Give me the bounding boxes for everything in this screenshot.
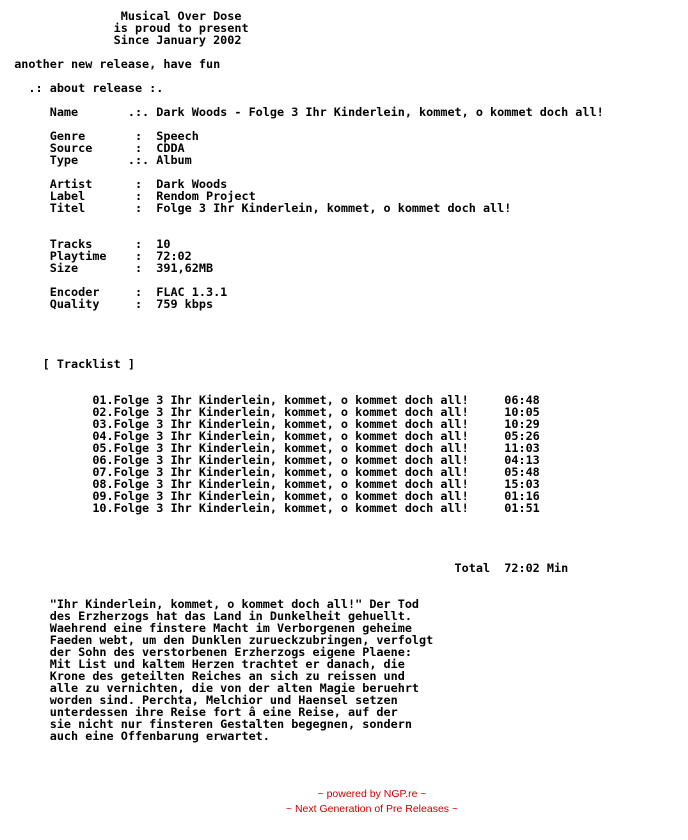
nfo-line: 10.Folge 3 Ihr Kinderlein, kommet, o kommet doch all! 01:51 [0,501,540,515]
nfo-line: 04.Folge 3 Ihr Kinderlein, kommet, o kommet doch all! 05:26 [0,429,540,443]
nfo-line: Since January 2002 [0,33,242,47]
nfo-line: worden sind. Perchta, Melchior und Haensel setzen [0,693,398,707]
nfo-line: "Ihr Kinderlein, kommet, o kommet doch all!" Der Tod [0,597,420,611]
nfo-line: Musical Over Dose [0,9,242,23]
footer-powered-by: ~ powered by NGP.re ~ [317,788,427,800]
nfo-line: alle zu vernichten, die von der alten Magie beruehrt [0,681,420,695]
nfo-line [0,574,604,586]
nfo-line: auch eine Offenbarung erwartet. [0,729,270,743]
nfo-line: Titel : Folge 3 Ihr Kinderlein, kommet, o kommet doch all! [0,201,512,215]
nfo-line: Genre : Speech [0,129,199,143]
nfo-line: [ Tracklist ] [0,357,135,371]
nfo-line: 01.Folge 3 Ihr Kinderlein, kommet, o kommet doch all! 06:48 [0,393,540,407]
nfo-line: Playtime : 72:02 [0,249,192,263]
nfo-line: another new release, have fun [0,57,221,71]
nfo-line: 02.Folge 3 Ihr Kinderlein, kommet, o kommet doch all! 10:05 [0,405,540,419]
nfo-line: 06.Folge 3 Ihr Kinderlein, kommet, o kommet doch all! 04:13 [0,453,540,467]
nfo-line: 09.Folge 3 Ihr Kinderlein, kommet, o kommet doch all! 01:16 [0,489,540,503]
nfo-line: Type .:. Album [0,153,192,167]
footer-tagline: ~ Next Generation of Pre Releases ~ [285,803,459,815]
nfo-line: Artist : Dark Woods [0,177,228,191]
nfo-line: Mit List und kaltem Herzen trachtet er danach, die [0,657,405,671]
nfo-line: Label : Rendom Project [0,189,256,203]
nfo-line: Faeden webt, um den Dunklen zurueckzubringen, verfolgt [0,633,434,647]
nfo-line [0,214,604,226]
nfo-line: Name .:. Dark Woods - Folge 3 Ihr Kinderlein, kommet, o kommet doch all! [0,105,604,119]
nfo-text [0,10,604,742]
nfo-line: 08.Folge 3 Ihr Kinderlein, kommet, o kommet doch all! 15:03 [0,477,540,491]
nfo-line [0,370,604,382]
nfo-line: sie nicht nur finsteren Gestalten begegnen, sondern [0,717,412,731]
nfo-line: .: about release :. [0,81,164,95]
nfo-line: Source : CDDA [0,141,185,155]
nfo-line: des Erzherzogs hat das Land in Dunkelheit gehuellt. [0,609,412,623]
nfo-line [0,322,604,334]
nfo-line [0,334,604,346]
nfo-line [0,526,604,538]
nfo-line: unterdessen ihre Reise fort â eine Reise, auf der [0,705,398,719]
nfo-line: Size : 391,62MB [0,261,214,275]
nfo-line: 07.Folge 3 Ihr Kinderlein, kommet, o kommet doch all! 05:48 [0,465,540,479]
nfo-line: 05.Folge 3 Ihr Kinderlein, kommet, o kommet doch all! 11:03 [0,441,540,455]
nfo-line: Total 72:02 Min [0,561,569,575]
nfo-line: is proud to present [0,21,249,35]
nfo-line [0,514,604,526]
nfo-line: Waehrend eine finstere Macht im Verborgenen geheime [0,621,412,635]
nfo-line: der Sohn des verstorbenen Erzherzogs eigene Plaene: [0,645,412,659]
nfo-line: Quality : 759 kbps [0,297,214,311]
nfo-line: Krone des geteilten Reiches an sich zu reissen und [0,669,405,683]
nfo-line: 03.Folge 3 Ihr Kinderlein, kommet, o kommet doch all! 10:29 [0,417,540,431]
nfo-line: Encoder : FLAC 1.3.1 [0,285,228,299]
nfo-line [0,538,604,550]
nfo-line: Tracks : 10 [0,237,171,251]
nfo-line [0,310,604,322]
